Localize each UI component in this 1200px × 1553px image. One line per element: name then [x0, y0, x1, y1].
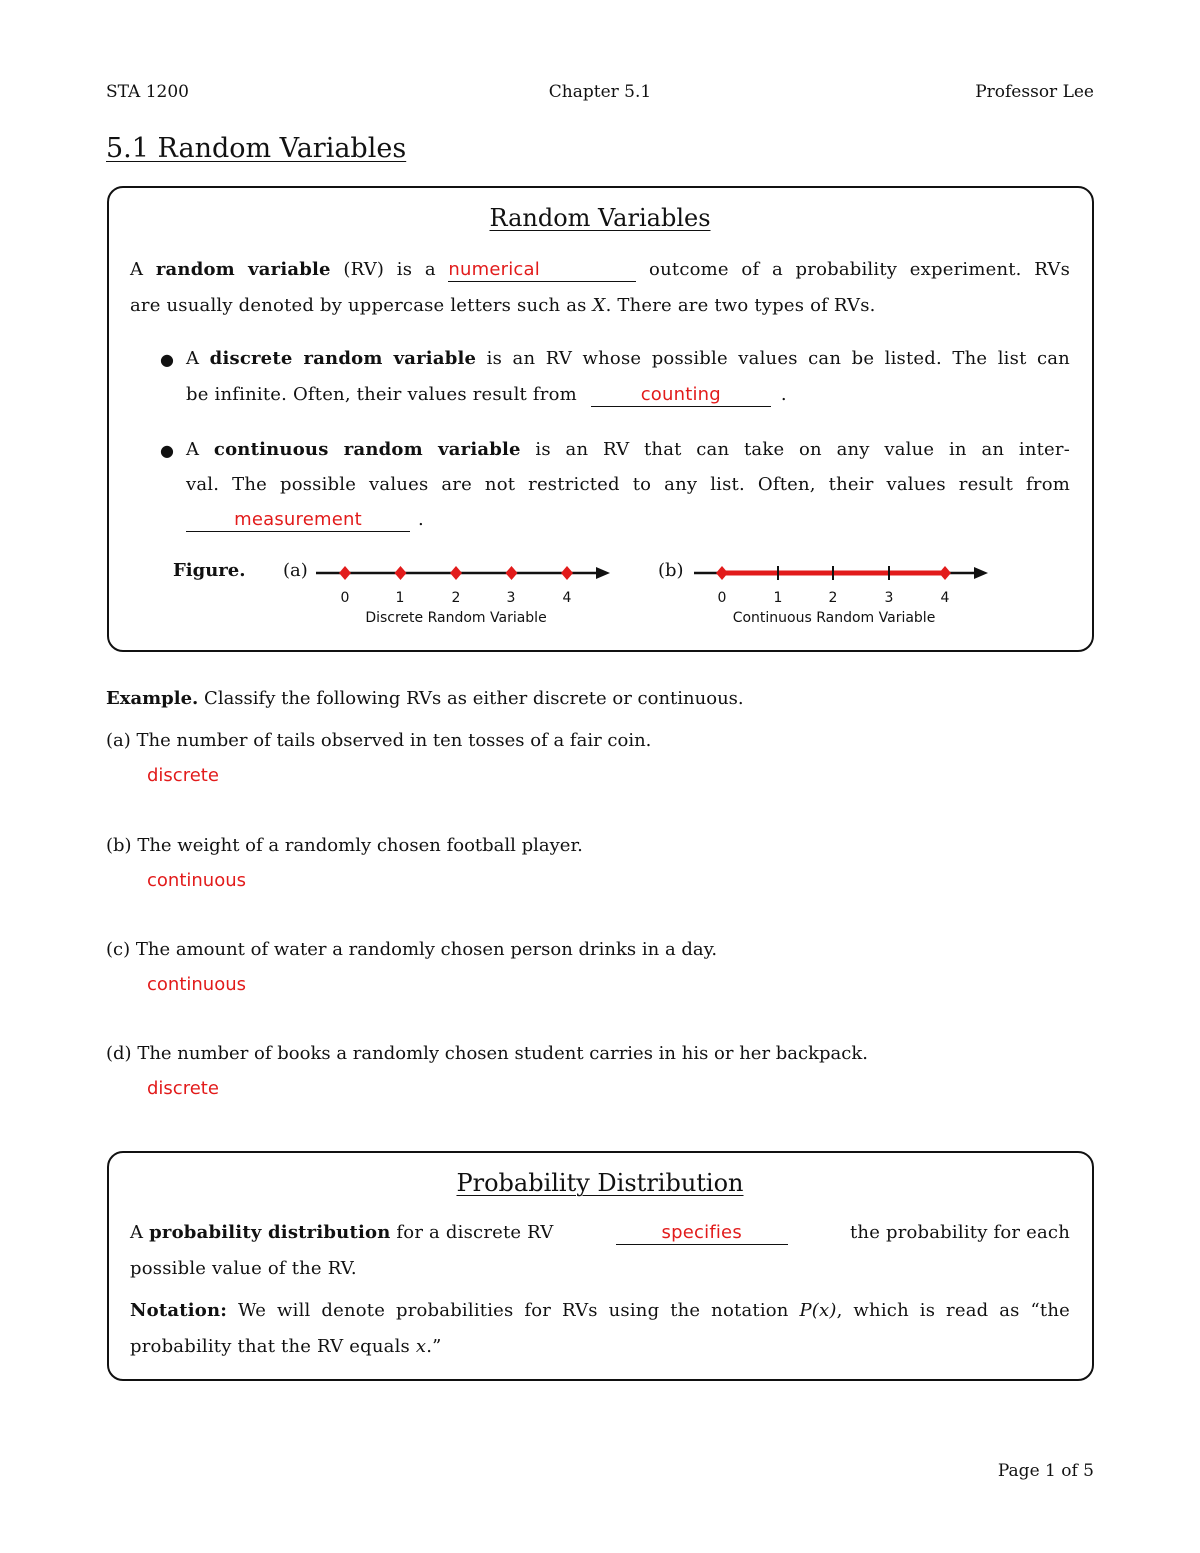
bullet-dot-icon: ●	[160, 350, 174, 369]
continuous-definition-line3: measurement .	[186, 502, 424, 538]
blank-numerical: numerical	[448, 259, 636, 282]
instructor-label: Professor Lee	[975, 82, 1094, 102]
discrete-point	[561, 566, 573, 580]
arrow-head-icon	[596, 567, 610, 579]
tick-label: 1	[773, 590, 783, 606]
tick-label: 2	[451, 590, 461, 606]
example-item-d: (d) The number of books a randomly chosen student carries in his or her backpack.	[106, 1043, 868, 1064]
course-label: STA 1200	[106, 82, 189, 102]
continuous-caption: Continuous Random Variable	[732, 610, 936, 626]
discrete-point	[450, 566, 462, 580]
example-item-a: (a) The number of tails observed in ten tosses of a fair coin.	[106, 730, 652, 751]
answer-d: discrete	[147, 1078, 219, 1099]
blank-counting: counting	[591, 384, 771, 407]
rv-term: random variable	[155, 259, 331, 280]
blank-measurement: measurement	[186, 509, 410, 532]
example-item-b: (b) The weight of a randomly chosen football player.	[106, 835, 583, 856]
random-variables-box-title: Random Variables	[489, 204, 711, 232]
interval-endpoint	[716, 566, 728, 580]
rv-definition-line1: A random variable (RV) is a numerical outcome of a probability experiment. RVs	[130, 259, 1071, 280]
discrete-definition-line1: A discrete random variable is an RV whose possible values can be listed. The list can	[186, 348, 1070, 369]
notation-line1: Notation: We will denote probabilities for RVs using the notation P(x), which is read as “the	[130, 1300, 1070, 1321]
arrow-head-icon	[974, 567, 988, 579]
tick-label: 4	[940, 590, 950, 606]
continuous-definition-line1: A continuous random variable is an RV that can take on any value in an inter-	[186, 439, 1070, 460]
example-heading: Example. Classify the following RVs as either discrete or continuous.	[106, 688, 744, 709]
continuous-definition-line2: val. The possible values are not restricted to any list. Often, their values result from	[186, 474, 1070, 495]
discrete-caption: Discrete Random Variable	[365, 610, 547, 626]
discrete-point	[395, 566, 407, 580]
figure-a-label: (a)	[283, 560, 308, 581]
probability-distribution-box-title: Probability Distribution	[456, 1169, 744, 1197]
interval-endpoint	[939, 566, 951, 580]
figure-b-label: (b)	[658, 560, 684, 581]
pd-definition-line1: A probability distribution for a discrete RV specifies the probability for each	[130, 1222, 1070, 1243]
rv-definition-line2: are usually denoted by uppercase letters such as X. There are two types of RVs.	[130, 295, 876, 316]
discrete-point	[506, 566, 518, 580]
tick-label: 3	[506, 590, 516, 606]
tick-label: 0	[340, 590, 350, 606]
tick-label: 2	[828, 590, 838, 606]
tick-label: 0	[717, 590, 727, 606]
section-title: 5.1 Random Variables	[106, 133, 407, 164]
discrete-point	[339, 566, 351, 580]
discrete-definition-line2: be infinite. Often, their values result from counting .	[186, 384, 787, 405]
pd-term: probability distribution	[149, 1222, 391, 1243]
example-item-c: (c) The amount of water a randomly chosen person drinks in a day.	[106, 939, 718, 960]
answer-c: continuous	[147, 974, 246, 995]
figure-label: Figure.	[173, 560, 246, 581]
discrete-number-line	[310, 558, 620, 628]
tick-label: 3	[884, 590, 894, 606]
answer-a: discrete	[147, 765, 219, 786]
blank-specifies: specifies	[616, 1222, 788, 1245]
answer-b: continuous	[147, 870, 246, 891]
pd-definition-line2: possible value of the RV.	[130, 1258, 357, 1279]
notation-line2: probability that the RV equals x.”	[130, 1336, 442, 1357]
chapter-label: Chapter 5.1	[548, 82, 652, 102]
continuous-number-line	[688, 558, 998, 628]
bullet-dot-icon: ●	[160, 441, 174, 460]
tick-label: 1	[395, 590, 405, 606]
page-number: Page 1 of 5	[997, 1461, 1094, 1481]
tick-label: 4	[562, 590, 572, 606]
